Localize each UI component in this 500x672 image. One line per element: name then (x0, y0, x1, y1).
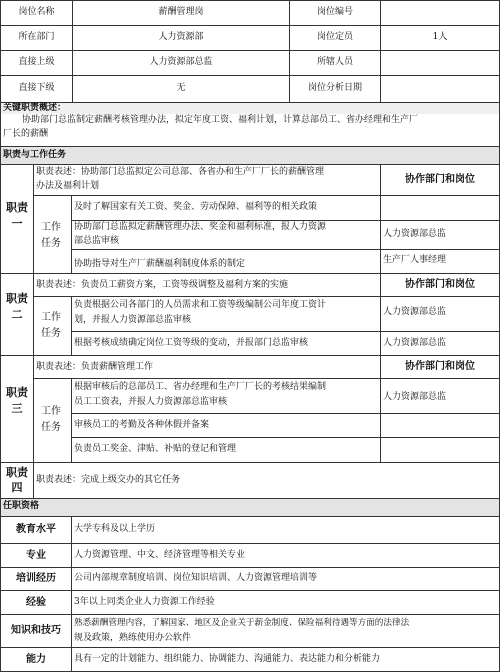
direct-subordinate-value: 无 (176, 83, 186, 93)
duty-3-coop-header: 协作部门和岗位 (405, 361, 475, 372)
qual-major-label: 专业 (26, 550, 46, 561)
overview-title: 关键职责概述： (3, 103, 67, 113)
duties-title: 职责与工作任务 (3, 150, 67, 160)
position-name-label: 岗位名称 (18, 7, 55, 17)
qual-education-label: 教育水平 (16, 524, 56, 535)
duties-title-band (0, 147, 500, 164)
overview-title-band (0, 103, 500, 114)
duty-2-task-label: 工作任务 (41, 312, 61, 339)
headcount-label: 岗位定员 (316, 32, 353, 42)
qual-education-value: 大学专科及以上学历 (74, 524, 156, 534)
duty-1-coop-header: 协作部门和岗位 (405, 174, 475, 185)
duty-1-task-2-line-1: 协助部门总监拟定薪酬管理办法、奖金和福利标准，报人力资源 (74, 222, 327, 232)
duty-1-task-3-coop: 生产厂人事经理 (383, 255, 447, 265)
duty-1-task-2-line-2: 部总监审核 (74, 236, 120, 246)
direct-superior-value: 人力资源部总监 (149, 57, 213, 67)
qual-major-value: 人力资源管理、中文、经济管理等相关专业 (74, 550, 246, 560)
duty-3-task-1-line-1: 根据审核后的总部员工、省办经理和生产厂厂长的考核结果编制 (74, 382, 327, 392)
duty-3-task-label: 工作任务 (41, 406, 61, 433)
duty-2-task-2: 根据考核成绩确定岗位工资等级的变动，并报部门总监审核 (74, 338, 309, 348)
qual-training-value: 公司内部规章制度培训、岗位知识培训、人力资源管理培训等 (74, 573, 318, 583)
overview-line-2: 厂长的薪酬 (3, 129, 49, 139)
duty-3-task-1-coop: 人力资源部总监 (383, 392, 447, 402)
duty-2-task-2-coop: 人力资源部总监 (383, 338, 447, 348)
subordinates-label: 所辖人员 (316, 57, 353, 67)
duty-4-statement: 职责表述：完成上级交办的其它任务 (36, 475, 181, 485)
duty-3-label: 职责三 (6, 386, 28, 415)
department-value: 人力资源部 (158, 32, 204, 42)
overview-line-1: 协助部门总监制定薪酬考核管理办法，拟定年度工资、福利计划，计算总部员工、省办经理和生产厂 (22, 115, 419, 125)
duty-2-task-1-coop: 人力资源部总监 (383, 307, 447, 317)
duty-1-task-label: 工作任务 (41, 222, 61, 249)
duty-1-statement-line-1: 职责表述：协助部门总监拟定公司总部、各省办和生产厂厂长的薪酬管理 (36, 167, 325, 177)
qual-knowledge-value-line-1: 熟悉薪酬管理内容，了解国家、地区及企业关于薪金制度、保险福利待遇等方面的法律法 (74, 618, 410, 628)
duty-1-task-1: 及时了解国家有关工资、奖金、劳动保障、福利等的相关政策 (74, 202, 318, 212)
duty-3-statement-line-1: 职责表述：负责薪酬管理工作 (36, 362, 154, 372)
qualification-title: 任职资格 (3, 501, 40, 511)
duty-2-statement-line-1: 职责表述：负责员工薪资方案，工资等级调整及福利方案的实施 (36, 280, 289, 290)
duty-2-label: 职责二 (6, 292, 28, 321)
department-label: 所在部门 (18, 32, 55, 42)
direct-subordinate-label: 直接下级 (18, 83, 55, 93)
duty-4-label: 职责四 (6, 466, 28, 494)
qual-knowledge-value-line-2: 规及政策，熟练使用办公软件 (74, 633, 192, 643)
duty-1-statement-line-2: 办法及福利计划 (36, 181, 100, 191)
qual-ability-value: 具有一定的计划能力、组织能力、协调能力、沟通能力、表达能力和分析能力 (74, 654, 381, 664)
qual-experience-label: 经验 (26, 597, 46, 608)
duty-1-label: 职责一 (6, 201, 28, 230)
qual-ability-label: 能力 (26, 654, 46, 665)
qual-training-label: 培训经历 (16, 573, 56, 584)
duty-1-task-3: 协助指导对生产厂薪酬福利制度体系的制定 (74, 259, 246, 269)
qual-experience-value: 3年以上同类企业人力资源工作经验 (74, 597, 215, 607)
analysis-date-label: 岗位分析日期 (307, 83, 362, 93)
direct-superior-label: 直接上级 (18, 57, 55, 67)
duty-3-task-3: 负责员工奖金、津贴、补贴的登记和管理 (74, 444, 237, 454)
duty-3-task-1-line-2: 员工工资表，并报人力资源部总监审核 (74, 397, 228, 407)
duty-2-task-1-line-1: 负责根据公司各部门的人员需求和工资等级编制公司年度工资计 (74, 300, 327, 310)
duty-2-coop-header: 协作部门和岗位 (405, 279, 475, 290)
duty-2-task-1-line-2: 划，并报人力资源部总监审核 (74, 315, 192, 325)
position-code-label: 岗位编号 (316, 7, 353, 17)
qual-knowledge-label: 知识和技巧 (11, 625, 61, 636)
qualification-title-band (0, 498, 500, 516)
headcount-value: 1人 (432, 32, 448, 42)
duty-1-task-2-coop: 人力资源部总监 (383, 229, 447, 239)
duty-3-task-2: 审核员工的考勤及各种休假并备案 (74, 420, 210, 430)
position-name-value: 薪酬管理岗 (158, 7, 204, 17)
